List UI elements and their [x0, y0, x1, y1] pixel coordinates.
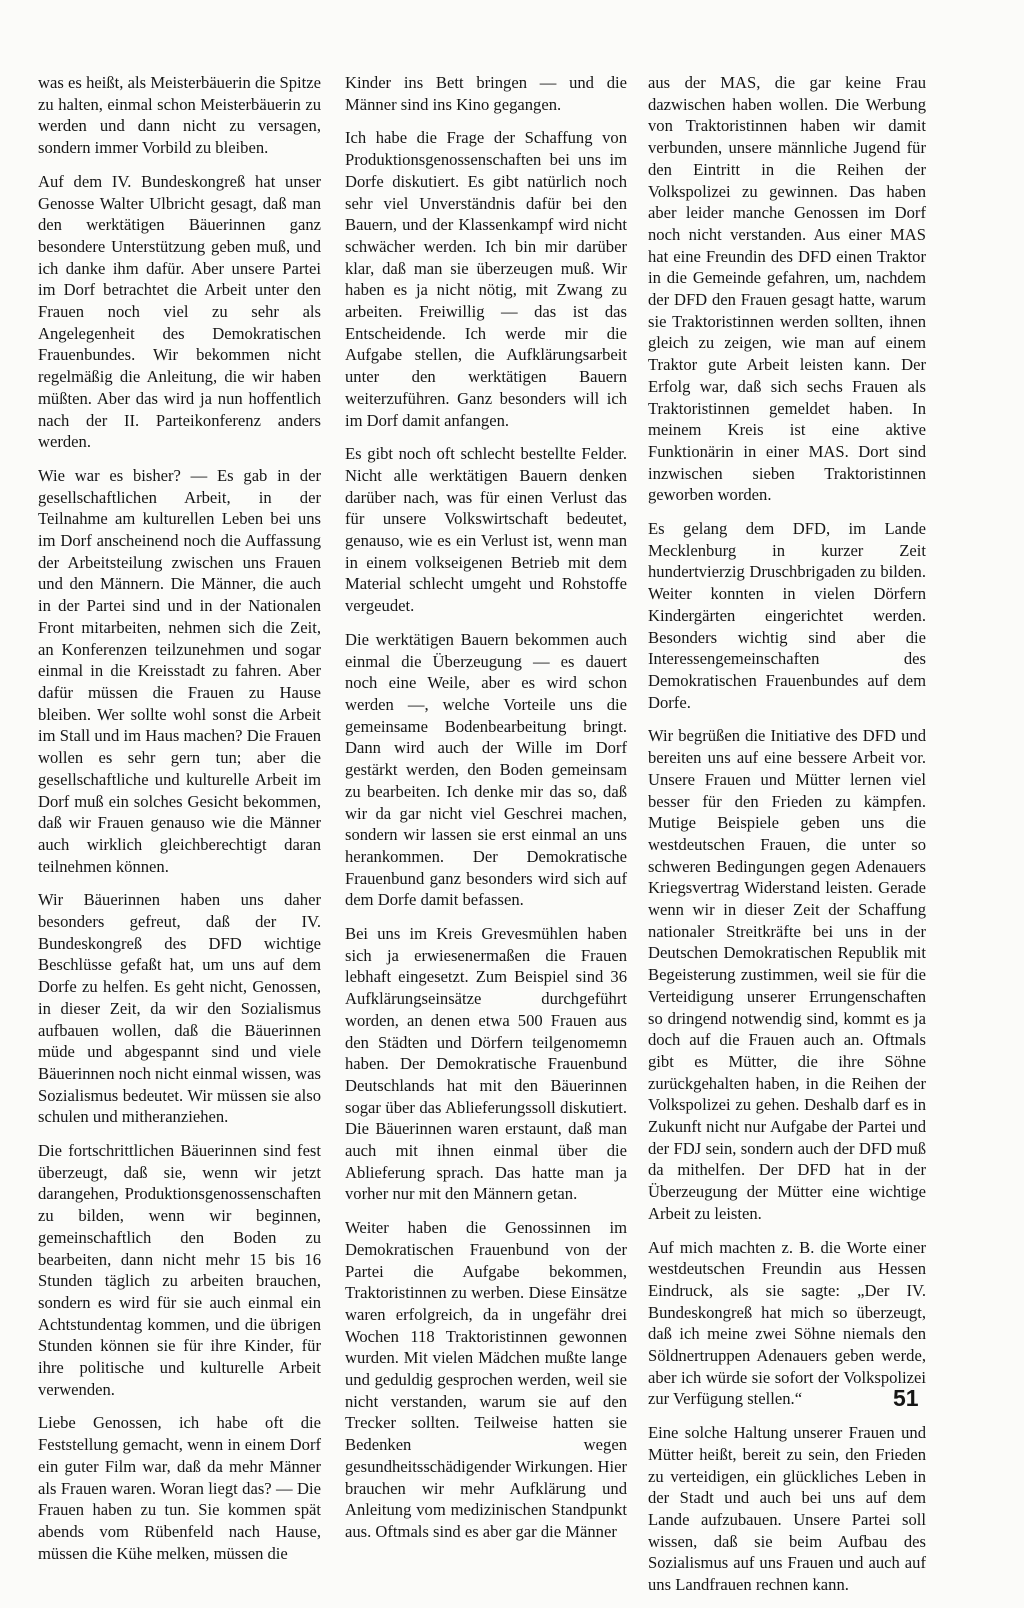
paragraph: Liebe Genossen, ich habe oft die Feststellung gemacht, wenn in einem Dorf ein guter Film war, daß da mehr Männer als Frauen waren. Woran liegt das? — Die Frauen haben zu tun. Sie kommen spät abends vom Rübenfeld nach Hause, müssen die Kühe melken, müssen die	[38, 1413, 321, 1563]
paragraph: Eine solche Haltung unserer Frauen und Mütter heißt, bereit zu sein, den Frieden zu verteidigen, ein glückliches Leben in der Stadt und auch bei uns auf dem Lande aufzubauen. Unsere Partei soll wissen, daß sie beim Aufbau des Sozialismus auf uns Frauen und auch auf uns Landfrauen rechnen kann.	[648, 1423, 926, 1595]
text-column-1	[38, 72, 321, 1576]
paragraph: Wir begrüßen die Initiative des DFD und bereiten uns auf eine bessere Arbeit vor. Unsere Frauen und Mütter lernen viel besser für den Frieden zu kämpfen. Mutige Beispiele geben uns die westdeutschen Frauen, die unter so schweren Bedingungen gegen Adenauers Kriegsvertrag Widerstand leisten. Gerade wenn wir in dieser Zeit der Schaffung nationaler Streitkräfte bei uns in der Deutschen Demokratischen Republik mit Begeisterung zustimmen, weil sie für die Verteidigung unserer Errungenschaften so dringend notwendig sind, kommt es ja doch auf die Frauen auch an. Oftmals gibt es Mütter, die ihre Söhne zurückgehalten haben, in die Reihen der Volkspolizei zu gehen. Deshalb darf es in Zukunft nicht nur Aufgabe der Partei und der FDJ sein, sondern auch der DFD muß da mithelfen. Der DFD hat in der Überzeugung der Mütter eine wichtige Arbeit zu leisten.	[648, 726, 926, 1223]
paragraph: Auf dem IV. Bundeskongreß hat unser Genosse Walter Ulbricht gesagt, daß man den werktätigen Bäuerinnen ganz besondere Unterstützung geben muß, und ich danke ihm dafür. Aber unsere Partei im Dorf betrachtet die Arbeit unter den Frauen noch viel zu sehr als Angelegenheit des Demokratischen Frauenbundes. Wir bekommen nicht regelmäßig die Anleitung, die wir haben müßten. Aber das wird ja nun hoffentlich nach der II. Parteikonferenz anders werden.	[38, 171, 321, 452]
paragraph: aus der MAS, die gar keine Frau dazwischen haben wollen. Die Werbung von Traktoristinnen haben wir damit verbunden, unsere männliche Jugend für den Eintritt in die Reihen der Volkspolizei zu gewinnen. Das haben aber leider manche Genossen im Dorf noch nicht verstanden. Aus einer MAS hat eine Freundin des DFD einen Traktor in die Gemeinde gefahren, um, nachdem der DFD den Frauen gesagt hatte, warum sie Traktoristinnen werden sollten, ihnen gleich zu zeigen, wie man auf einem Traktor gute Arbeit leisten kann. Der Erfolg war, daß sich sechs Frauen als Traktoristinnen gemeldet haben. In meinem Kreis ist eine aktive Funktionärin in einer MAS. Dort sind inzwischen sieben Traktoristinnen geworben worden.	[648, 73, 926, 505]
paragraph: Wie war es bisher? — Es gab in der gesellschaftlichen Arbeit, in der Teilnahme am kulturellen Leben bei uns im Dorf anscheinend noch die Auffassung der Arbeitsteilung zwischen uns Frauen und den Männern. Die Männer, die auch in der Partei sind und in der Nationalen Front mitarbeiten, nehmen sich die Zeit, an Konferenzen teilzunehmen und sogar einmal in die Kreisstadt zu fahren. Aber dafür müssen die Frauen zu Hause bleiben. Wer sollte wohl sonst die Arbeit im Stall und im Haus machen? Die Frauen wollen es sehr gern tun; aber die gesellschaftliche und kulturelle Arbeit im Dorf muß ein solches Gesicht bekommen, daß wir Frauen genauso wie die Männer auch wirklich gleichberechtigt daran teilnehmen können.	[38, 465, 321, 876]
paragraph: Die werktätigen Bauern bekommen auch einmal die Überzeugung — es dauert noch eine Weile, aber es wird schon werden —, welche Vorteile uns die gemeinsame Bodenbearbeitung bringt. Dann wird auch der Wille im Dorf gestärkt werden, den Boden gemeinsam zu bearbeiten. Ich denke mir das so, daß wir da gar nicht viel Geschrei machen, sondern wir lassen sie erst einmal an uns herankommen. Der Demokratische Frauenbund ganz besonders wird sich auf dem Dorfe damit befassen.	[345, 629, 627, 910]
paragraph: Es gibt noch oft schlecht bestellte Felder. Nicht alle werktätigen Bauern denken darüber nach, was für einen Verlust das für unsere Volkswirtschaft bedeutet, genauso, wie es ein Verlust ist, wenn man in einem volkseigenen Betrieb mit dem Material schlecht umgeht und Rohstoffe vergeudet.	[345, 444, 627, 616]
paragraph: Ich habe die Frage der Schaffung von Produktionsgenossenschaften bei uns im Dorfe diskutiert. Es gibt natürlich noch sehr viel Unverständnis dafür bei den Bauern, und der Klassenkampf wird nicht schwächer werden. Ich bin mir darüber klar, daß man sie überzeugen muß. Wir haben es ja nicht nötig, mit Zwang zu arbeiten. Freiwillig — das ist das Entscheidende. Ich werde mir die Aufgabe stellen, die Aufklärungsarbeit unter den werktätigen Bauern weiterzuführen. Ganz besonders will ich im Dorf damit anfangen.	[345, 128, 627, 430]
paragraph: was es heißt, als Meisterbäuerin die Spitze zu halten, einmal schon Meisterbäuerin zu werden und dann nicht zu versagen, sondern immer Vorbild zu bleiben.	[38, 73, 321, 158]
paragraph: Die fortschrittlichen Bäuerinnen sind fest überzeugt, daß sie, wenn wir jetzt darangehen, Produktionsgenossenschaften zu bilden, wenn wir beginnen, gemeinschaftlich den Boden zu bearbeiten, dann nicht mehr 15 bis 16 Stunden täglich zu arbeiten brauchen, sondern es wird für sie auch einmal ein Achtstundentag kommen, und die übrigen Stunden können sie für ihre Kinder, für ihre politische und kulturelle Arbeit verwenden.	[38, 1141, 321, 1399]
paragraph: Weiter haben die Genossinnen im Demokratischen Frauenbund von der Partei die Aufgabe bekommen, Traktoristinnen zu werben. Diese Einsätze waren erfolgreich, da in ungefähr drei Wochen 118 Traktoristinnen gewonnen wurden. Mit vielen Mädchen mußte lange und geduldig gesprochen werden, weil sie nicht verstanden, warum sie auf den Trecker sollten. Teilweise hatten sie Bedenken wegen gesundheitsschädigender Wirkungen. Hier brauchen wir mehr Aufklärung und Anleitung vom medizinischen Standpunkt aus. Oftmals sind es aber gar die Männer	[345, 1218, 627, 1541]
paragraph: Auf mich machten z. B. die Worte einer westdeutschen Freundin aus Hessen Eindruck, als sie sagte: „Der IV. Bundeskongreß hat mich so überzeugt, daß ich meine zwei Söhne niemals den Söldnertruppen Adenauers geben werde, aber ich würde sie sofort der Volkspolizei zur Verfügung stellen.“	[648, 1237, 926, 1409]
text-column-2	[345, 72, 627, 1555]
page-number: 51	[893, 1385, 919, 1411]
paragraph: Wir Bäuerinnen haben uns daher besonders gefreut, daß der IV. Bundeskongreß des DFD wichtige Beschlüsse gefaßt hat, um uns auf dem Dorfe zu helfen. Es geht nicht, Genossen, in dieser Zeit, da wir den Sozialismus aufbauen wollen, daß die Bäuerinnen müde und abgespannt sind und viele Bäuerinnen noch nicht einmal wissen, was Sozialismus bedeutet. Wir müssen sie also schulen und mitheranziehen.	[38, 890, 321, 1127]
text-column-3	[648, 72, 926, 1608]
paragraph: Es gelang dem DFD, im Lande Mecklenburg in kurzer Zeit hundertvierzig Druschbrigaden zu bilden. Weiter konnten in vielen Dörfern Kindergärten eingerichtet werden. Besonders wichtig sind aber die Interessengemeinschaften des Demokratischen Frauenbundes auf dem Dorfe.	[648, 519, 926, 712]
paragraph: Bei uns im Kreis Grevesmühlen haben sich ja erwiesenermaßen die Frauen lebhaft eingesetzt. Zum Beispiel sind 36 Aufklärungseinsätze durchgeführt worden, an denen etwa 500 Frauen aus den Städten und Dörfern teilgenomemn haben. Der Demokratische Frauenbund Deutschlands hat mit den Bäuerinnen sogar über das Ablieferungssoll diskutiert. Die Bäuerinnen waren erstaunt, daß man auch mit ihnen einmal über die Ablieferung sprach. Das hatte man ja vorher nur mit den Männern getan.	[345, 924, 627, 1204]
paragraph: Kinder ins Bett bringen — und die Männer sind ins Kino gegangen.	[345, 73, 627, 114]
